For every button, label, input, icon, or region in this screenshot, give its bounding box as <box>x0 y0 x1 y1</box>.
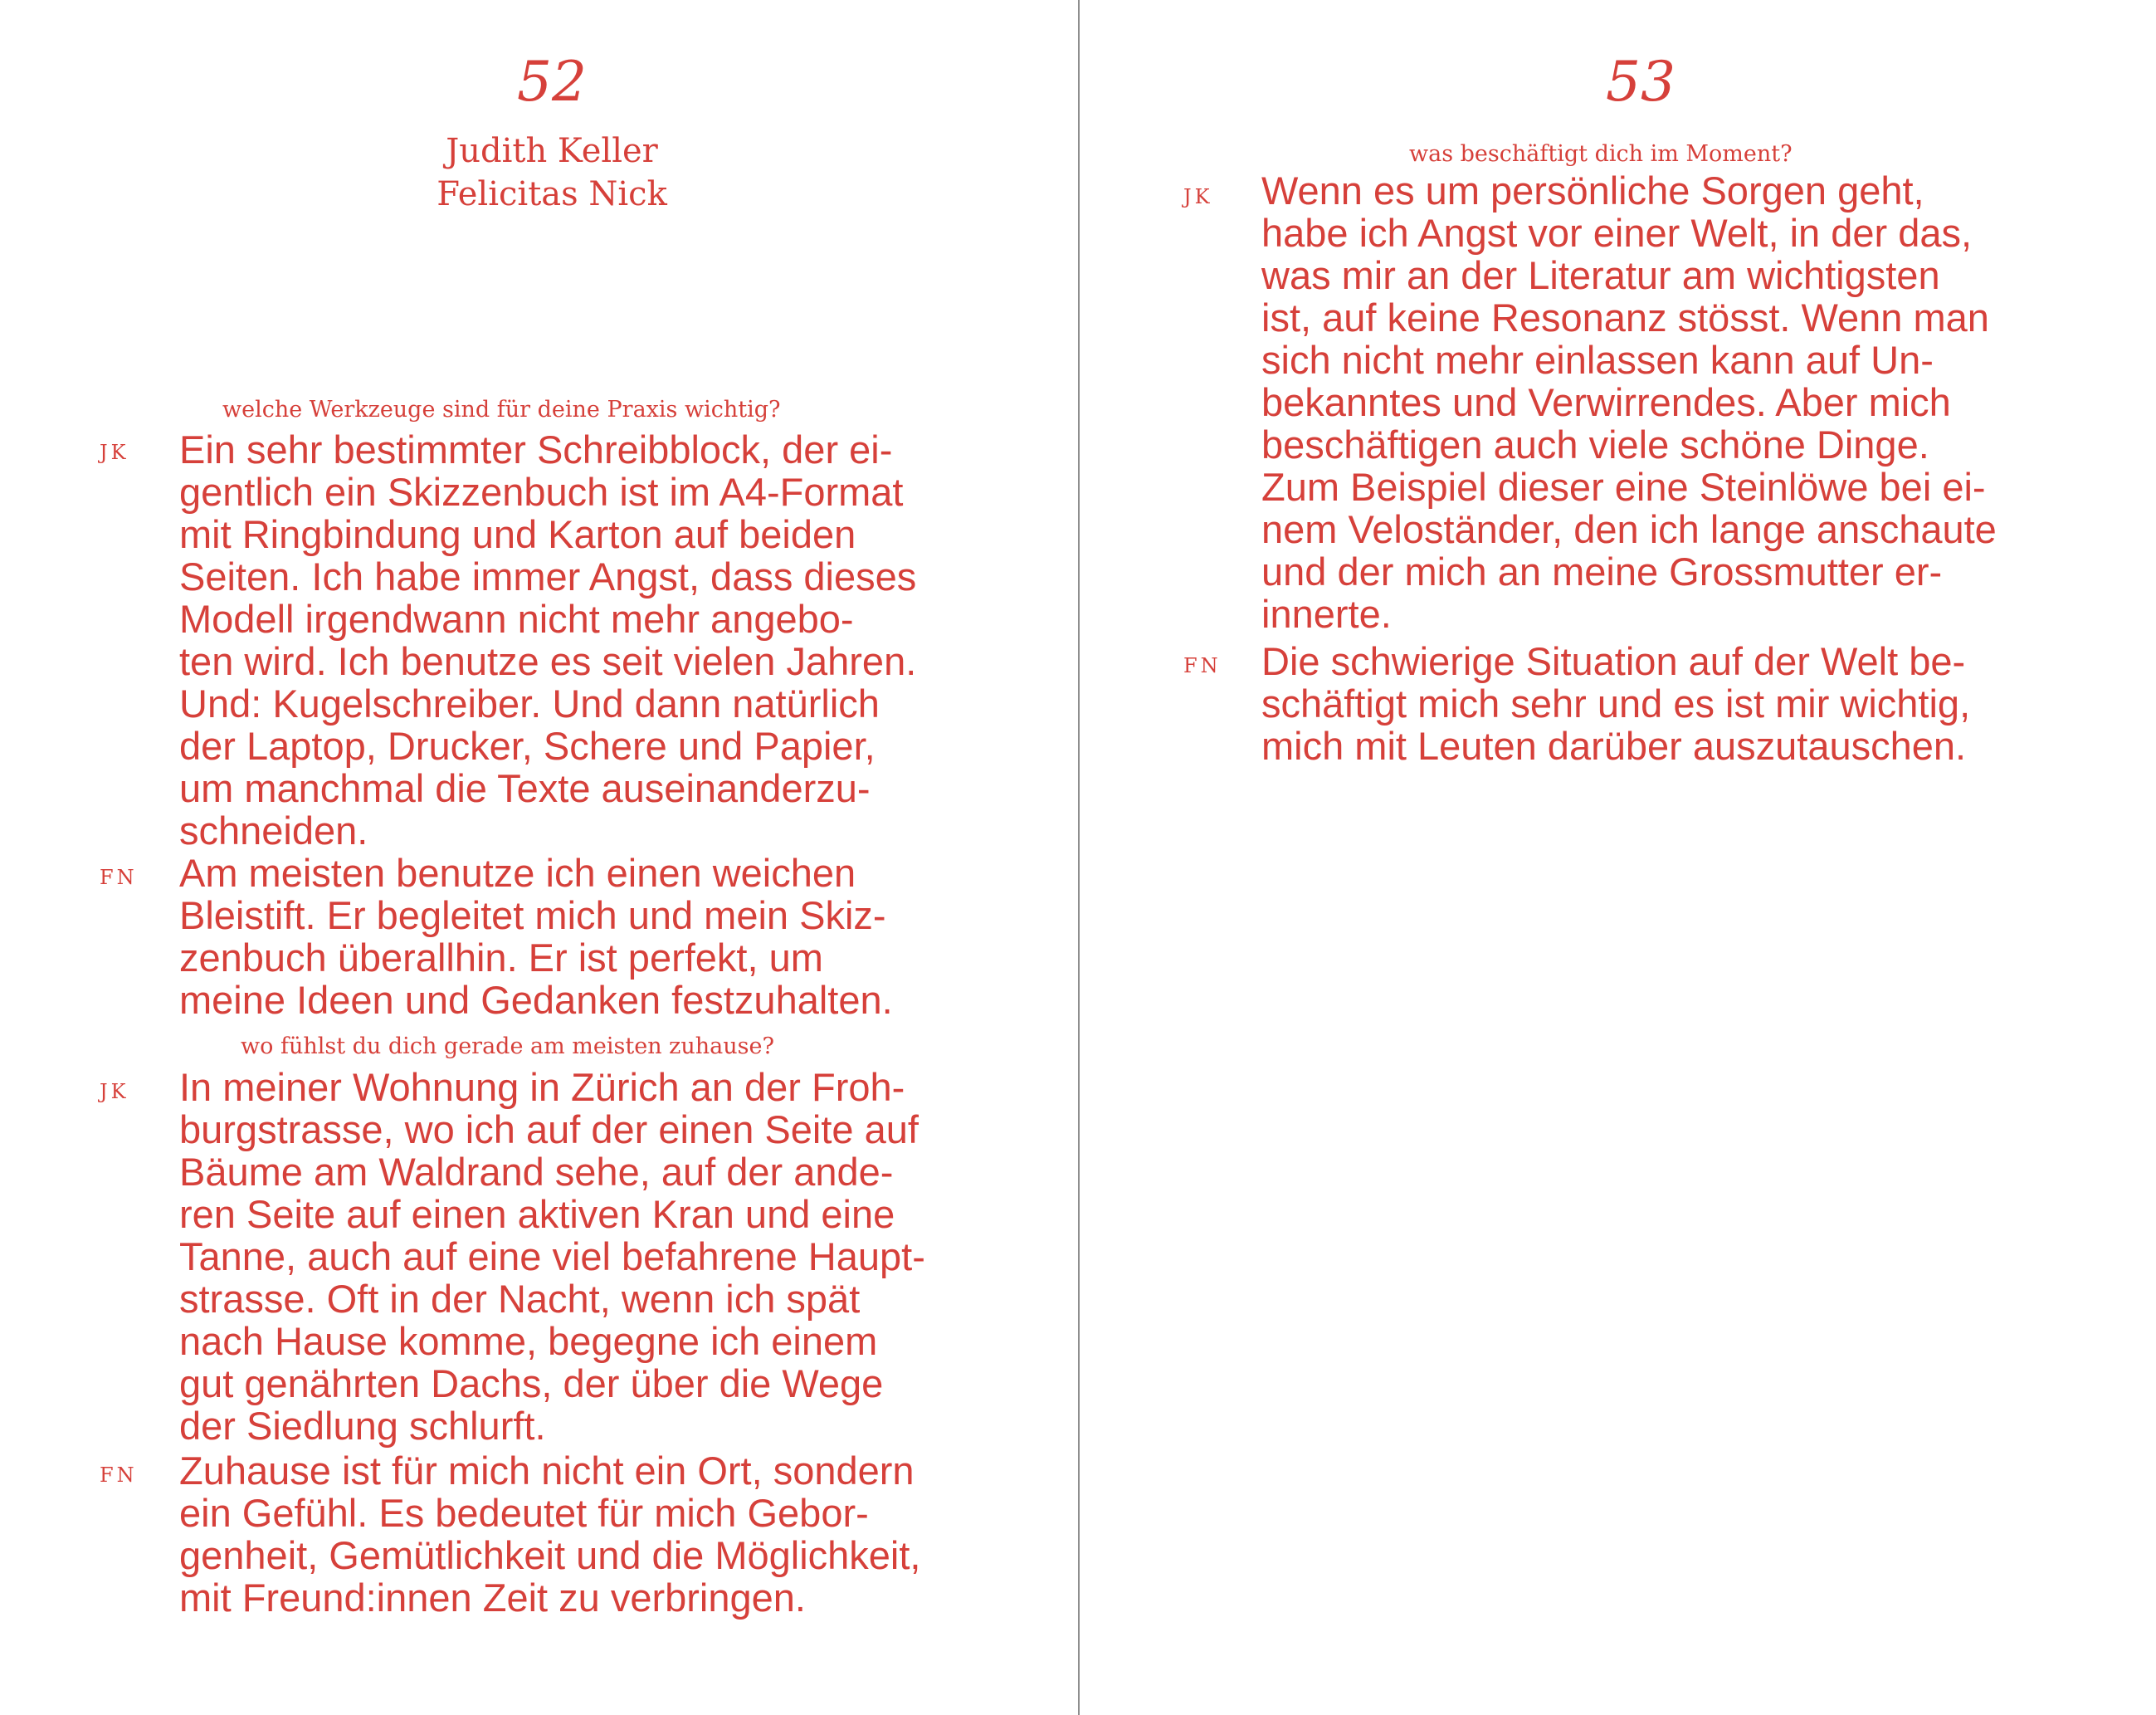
answer-line: um manchmal die Texte auseinanderzu- <box>179 766 871 810</box>
answer-line: was mir an der Literatur am wichtigsten <box>1261 253 1940 297</box>
answer-line: mit Freund:innen Zeit zu verbringen. <box>179 1576 806 1620</box>
answer-line: beschäftigen auch viele schöne Dinge. <box>1261 423 1929 467</box>
interview-question: welche Werkzeuge sind für deine Praxis wichtig? <box>222 397 781 423</box>
answer-line: genheit, Gemütlichkeit und die Möglichkeit, <box>179 1533 921 1577</box>
answer-line: ein Gefühl. Es bedeutet für mich Gebor- <box>179 1491 869 1535</box>
speaker-initials: JK <box>100 441 129 464</box>
answer-line: nem Veloständer, den ich lange anschaute <box>1261 507 1997 551</box>
answer-line: Am meisten benutze ich einen weichen <box>179 851 856 895</box>
answer-line: meine Ideen und Gedanken festzuhalten. <box>179 978 893 1022</box>
answer-text <box>179 1066 925 1447</box>
author-name: Judith Keller <box>446 132 658 170</box>
answer-line: ist, auf keine Resonanz stösst. Wenn man <box>1261 296 1989 340</box>
answer-line: Und: Kugelschreiber. Und dann natürlich <box>179 682 880 726</box>
answer-line: Bleistift. Er begleitet mich und mein Skiz- <box>179 893 886 937</box>
answer-line: und der mich an meine Grossmutter er- <box>1261 550 1943 594</box>
answer-text <box>179 1449 920 1619</box>
answer-line: schäftigt mich sehr und es ist mir wichtig, <box>1261 682 1971 726</box>
answer-text <box>1261 640 1970 767</box>
answer-line: Zuhause ist für mich nicht ein Ort, sondern <box>179 1449 915 1493</box>
answer-line: Zum Beispiel dieser eine Steinlöwe bei ei- <box>1261 465 1986 509</box>
speaker-initials: FN <box>1183 654 1222 677</box>
answer-line: Ein sehr bestimmter Schreibblock, der ei- <box>179 428 893 472</box>
page-number: 52 <box>517 50 587 114</box>
author-name: Felicitas Nick <box>437 175 667 213</box>
interview-question: was beschäftigt dich im Moment? <box>1409 141 1793 167</box>
speaker-initials: FN <box>100 1463 138 1487</box>
answer-text <box>179 428 916 852</box>
answer-line: Bäume am Waldrand sehe, auf der ande- <box>179 1150 894 1194</box>
answer-line: ten wird. Ich benutze es seit vielen Jahren. <box>179 639 917 683</box>
answer-line: Wenn es um persönliche Sorgen geht, <box>1261 169 1924 213</box>
answer-line: zenbuch überallhin. Er ist perfekt, um <box>179 936 823 980</box>
answer-line: der Laptop, Drucker, Schere und Papier, <box>179 724 876 768</box>
speaker-initials: JK <box>1183 185 1213 208</box>
answer-line: schneiden. <box>179 809 368 853</box>
answer-line: sich nicht mehr einlassen kann auf Un- <box>1261 338 1934 382</box>
answer-line: Die schwierige Situation auf der Welt be- <box>1261 639 1966 683</box>
answer-text <box>179 852 893 1021</box>
answer-line: habe ich Angst vor einer Welt, in der das, <box>1261 211 1973 255</box>
answer-line: mit Ringbindung und Karton auf beiden <box>179 512 856 556</box>
answer-text <box>1261 169 1997 635</box>
answer-line: innerte. <box>1261 592 1392 636</box>
answer-line: In meiner Wohnung in Zürich an der Froh- <box>179 1065 905 1109</box>
answer-line: Modell irgendwann nicht mehr angebo- <box>179 597 854 641</box>
interview-question: wo fühlst du dich gerade am meisten zuhause? <box>241 1033 774 1059</box>
speaker-initials: FN <box>100 866 138 889</box>
authors <box>315 129 788 216</box>
answer-line: gut genährten Dachs, der über die Wege <box>179 1361 884 1405</box>
answer-line: Tanne, auch auf eine viel befahrene Haupt- <box>179 1234 925 1278</box>
answer-line: mich mit Leuten darüber auszutauschen. <box>1261 724 1967 768</box>
answer-line: Seiten. Ich habe immer Angst, dass dieses <box>179 555 917 599</box>
answer-line: ren Seite auf einen aktiven Kran und eine <box>179 1192 895 1236</box>
answer-line: der Siedlung schlurft. <box>179 1404 546 1448</box>
answer-line: gentlich ein Skizzenbuch ist im A4-Format <box>179 470 904 514</box>
answer-line: nach Hause komme, begegne ich einem <box>179 1319 878 1363</box>
answer-line: burgstrasse, wo ich auf der einen Seite auf <box>179 1107 919 1151</box>
right-page <box>1080 0 2156 1715</box>
answer-line: strasse. Oft in der Nacht, wenn ich spät <box>179 1277 861 1321</box>
speaker-initials: JK <box>100 1080 129 1103</box>
page-number: 53 <box>1606 50 1676 114</box>
answer-line: bekanntes und Verwirrendes. Aber mich <box>1261 380 1951 424</box>
